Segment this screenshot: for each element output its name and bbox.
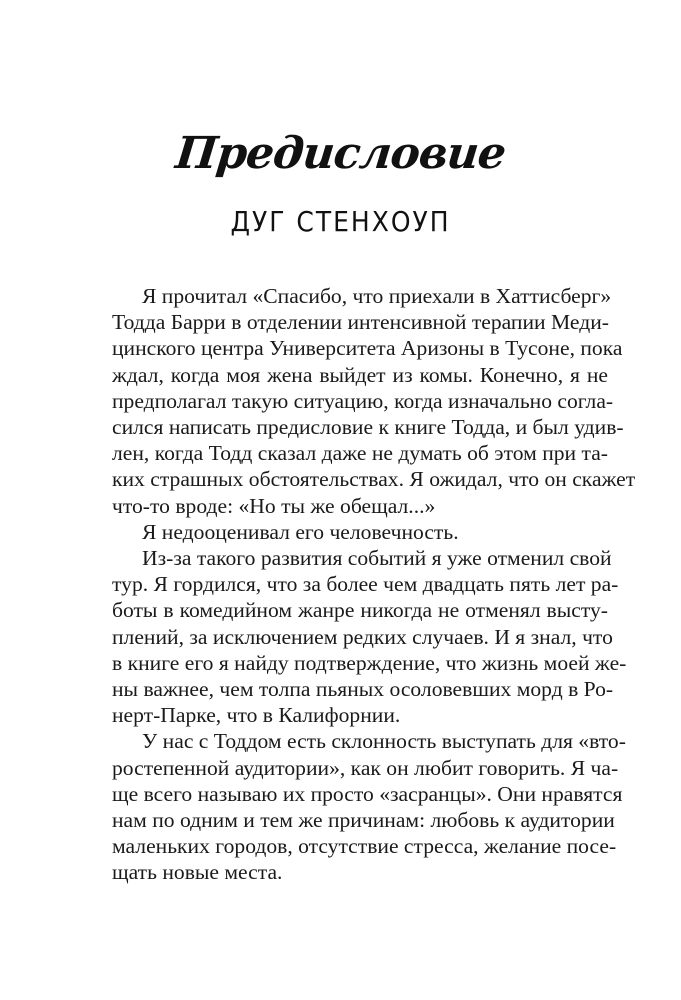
text-line: Из-за такого развития событий я уже отменил свой <box>142 546 612 571</box>
text-line: ны важнее, чем толпа пьяных осоловевших морд в Ро- <box>112 677 614 702</box>
text-line: Я недооценивал его человечность. <box>142 519 459 544</box>
paragraph <box>112 283 636 519</box>
text-line: Тодда Барри в отделении интенсивной терапии Меди- <box>112 310 609 335</box>
text-line: ких страшных обстоятельствах. Я ожидал, что он скажет <box>112 467 636 492</box>
text-line: ще всего называю их просто «засранцы». Они нравятся <box>112 781 623 806</box>
paragraph <box>112 728 626 885</box>
text-line: нерт-Парке, что в Калифорнии. <box>112 703 401 728</box>
text-line: боты в комедийном жанре никогда не отменял высту- <box>112 598 608 623</box>
text-line: плений, за исключением редких случаев. И я знал, что <box>112 624 613 649</box>
chapter-author: ДУГ СТЕНХОУП <box>230 205 451 238</box>
text-line: тур. Я гордился, что за более чем двадцать пять лет ра- <box>112 572 619 597</box>
text-line: щать новые места. <box>112 860 283 885</box>
chapter-title: Предисловие <box>173 128 508 179</box>
text-line: в книге его я найду подтверждение, что жизнь моей же- <box>112 650 627 675</box>
paragraph <box>112 545 627 728</box>
body-text <box>112 283 636 886</box>
text-line: нам по одним и тем же причинам: любовь к аудитории <box>112 808 615 833</box>
text-line: предполагал такую ситуацию, когда изначально согла- <box>112 388 614 413</box>
text-line: лен, когда Тодд сказал даже не думать об этом при та- <box>112 441 608 466</box>
text-line: что-то вроде: «Но ты же обещал...» <box>112 493 436 518</box>
text-line: ждал, когда моя жена выйдет из комы. Конечно, я не <box>112 362 608 387</box>
text-line: ростепенной аудитории», как он любит говорить. Я ча- <box>112 755 619 780</box>
text-line: сился написать предисловие к книге Тодда, и был удив- <box>112 415 624 440</box>
text-line: У нас с Тоддом есть склонность выступать для «вто- <box>142 729 626 754</box>
text-line: Я прочитал «Спасибо, что приехали в Хаттисберг» <box>142 284 612 308</box>
text-line: цинского центра Университета Аризоны в Тусоне, пока <box>112 336 623 361</box>
text-line: маленьких городов, отсутствие стресса, желание посе- <box>112 834 617 859</box>
paragraph <box>112 519 608 545</box>
